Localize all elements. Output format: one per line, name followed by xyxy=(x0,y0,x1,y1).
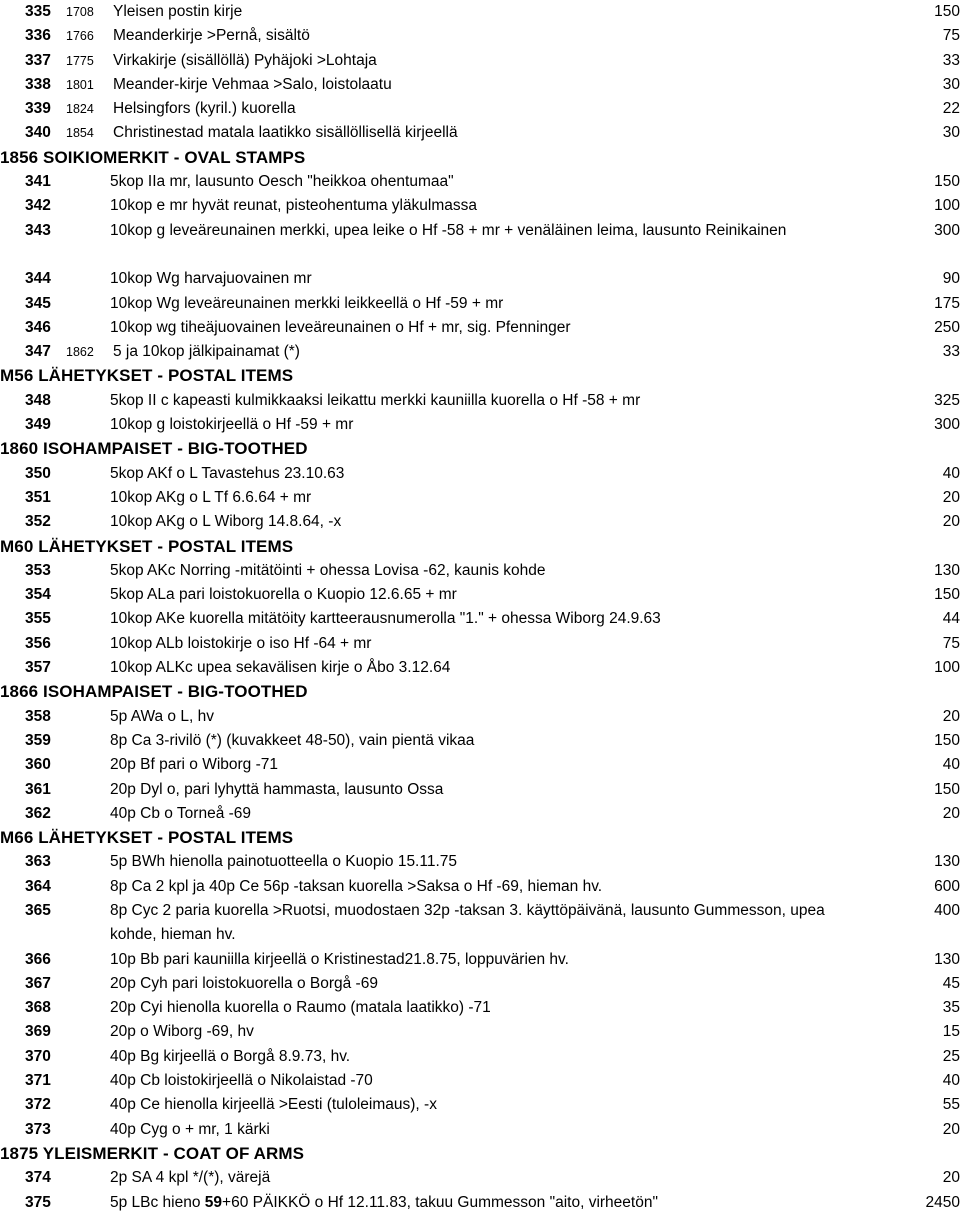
lot-price: 130 xyxy=(934,950,960,968)
lot-number: 346 xyxy=(25,318,51,336)
lot-price: 300 xyxy=(934,221,960,239)
lot-number: 340 xyxy=(25,124,51,142)
lot-number: 345 xyxy=(25,294,51,312)
lot-number: 336 xyxy=(25,27,51,45)
lot-description: 2p SA 4 kpl */(*), värejä xyxy=(110,1169,271,1187)
lot-number: 350 xyxy=(25,464,51,482)
lot-description: 5kop IIa mr, lausunto Oesch "heikkoa ohentumaa" xyxy=(110,173,454,191)
lot-row xyxy=(0,340,960,364)
lot-row xyxy=(0,510,960,534)
lot-description-part: +60 PÄIKKÖ o Hf 12.11.83, takuu Gummesson "aito, virheetön" xyxy=(222,1193,658,1211)
section-header: M56 LÄHETYKSET - POSTAL ITEMS xyxy=(0,366,294,386)
section-header: 1856 SOIKIOMERKIT - OVAL STAMPS xyxy=(0,147,306,167)
lot-number: 361 xyxy=(25,780,51,798)
lot-number: 357 xyxy=(25,659,51,677)
lot-row xyxy=(0,486,960,510)
lot-row xyxy=(0,1191,960,1215)
lot-row xyxy=(0,1166,960,1190)
lot-number: 341 xyxy=(25,173,51,191)
lot-description: 10kop e mr hyvät reunat, pisteohentuma yläkulmassa xyxy=(110,197,478,215)
lot-price: 250 xyxy=(934,318,960,336)
lot-row xyxy=(0,1069,960,1093)
lot-number: 355 xyxy=(25,610,51,628)
lot-number: 344 xyxy=(25,270,51,288)
lot-price: 20 xyxy=(942,513,960,531)
lot-number: 338 xyxy=(25,75,51,93)
lot-row xyxy=(0,656,960,680)
section-header: M66 LÄHETYKSET - POSTAL ITEMS xyxy=(0,828,294,848)
lot-description: 10kop g leveäreunainen merkki, upea leike o Hf -58 + mr + venäläinen leima, lausunto Reinikainen xyxy=(110,221,787,239)
lot-description: 10kop Wg leveäreunainen merkki leikkeellä o Hf -59 + mr xyxy=(110,294,504,312)
lot-row xyxy=(0,462,960,486)
lot-price: 20 xyxy=(942,707,960,725)
lot-row xyxy=(0,0,960,24)
lot-row xyxy=(0,292,960,316)
lot-price: 40 xyxy=(942,464,960,482)
lot-row xyxy=(0,1020,960,1044)
lot-row xyxy=(0,632,960,656)
lot-description: 20p Dyl o, pari lyhyttä hammasta, lausunto Ossa xyxy=(110,780,444,798)
lot-price: 100 xyxy=(934,659,960,677)
lot-year: 1824 xyxy=(66,102,94,117)
lot-description: 8p Ca 2 kpl ja 40p Ce 56p -taksan kuorella >Saksa o Hf -69, hieman hv. xyxy=(110,877,603,895)
lot-row xyxy=(0,389,960,413)
lot-description: 40p Ce hienolla kirjeellä >Eesti (tuloleimaus), -x xyxy=(110,1096,437,1114)
lot-description: 20p Cyh pari loistokuorella o Borgå -69 xyxy=(110,974,378,992)
lot-year: 1775 xyxy=(66,53,94,68)
lot-number: 363 xyxy=(25,853,51,871)
lot-row xyxy=(0,1045,960,1069)
lot-price: 44 xyxy=(942,610,960,628)
lot-number: 339 xyxy=(25,100,51,118)
section-header: M60 LÄHETYKSET - POSTAL ITEMS xyxy=(0,536,294,556)
lot-price: 40 xyxy=(942,1072,960,1090)
lot-description: 5kop AKc Norring -mitätöinti + ohessa Lovisa -62, kaunis kohde xyxy=(110,561,546,579)
lot-year: 1708 xyxy=(66,5,94,19)
lot-number: 375 xyxy=(25,1193,51,1211)
lot-description: 40p Bg kirjeellä o Borgå 8.9.73, hv. xyxy=(110,1047,351,1065)
lot-description: 5kop ALa pari loistokuorella o Kuopio 12.6.65 + mr xyxy=(110,586,457,604)
lot-description: 10kop AKg o L Wiborg 14.8.64, -x xyxy=(110,513,342,531)
lot-number: 348 xyxy=(25,391,51,409)
lot-description: 20p o Wiborg -69, hv xyxy=(110,1023,254,1041)
lot-number: 342 xyxy=(25,197,51,215)
lot-description: Virkakirje (sisällöllä) Pyhäjoki >Lohtaja xyxy=(113,51,377,69)
lot-description: 5 ja 10kop jälkipainamat (*) xyxy=(113,343,300,361)
lot-number: 343 xyxy=(25,221,51,239)
lot-row xyxy=(0,607,960,631)
lot-price: 150 xyxy=(934,3,960,20)
lot-price: 75 xyxy=(942,634,960,652)
lot-price: 20 xyxy=(942,804,960,822)
lot-number: 367 xyxy=(25,974,51,992)
lot-number: 335 xyxy=(25,3,51,20)
lot-price: 100 xyxy=(934,197,960,215)
lot-description: 5kop AKf o L Tavastehus 23.10.63 xyxy=(110,464,345,482)
lot-number: 356 xyxy=(25,634,51,652)
lot-description: Yleisen postin kirje xyxy=(113,3,243,20)
lot-row xyxy=(0,996,960,1020)
lot-description: 8p Ca 3-rivilö (*) (kuvakkeet 48-50), vain pientä vikaa xyxy=(110,731,475,749)
lot-description: 20p Cyi hienolla kuorella o Raumo (matala laatikko) -71 xyxy=(110,999,491,1017)
lot-number: 360 xyxy=(25,756,51,774)
lot-description: 40p Cyg o + mr, 1 kärki xyxy=(110,1120,270,1138)
lot-description: 10p Bb pari kauniilla kirjeellä o Kristinestad21.8.75, loppuvärien hv. xyxy=(110,950,569,968)
lot-number: 364 xyxy=(25,877,51,895)
lot-description: Christinestad matala laatikko sisällöllisellä kirjeellä xyxy=(113,124,458,142)
section-header: 1866 ISOHAMPAISET - BIG-TOOTHED xyxy=(0,682,308,702)
lot-number: 359 xyxy=(25,731,51,749)
lot-row xyxy=(0,875,960,899)
lot-number: 371 xyxy=(25,1072,51,1090)
lot-number: 374 xyxy=(25,1169,51,1187)
lot-price: 150 xyxy=(934,780,960,798)
lot-number: 366 xyxy=(25,950,51,968)
lot-row xyxy=(0,1118,960,1142)
lot-price: 20 xyxy=(942,488,960,506)
lot-description: 5p AWa o L, hv xyxy=(110,707,214,725)
lot-row xyxy=(0,1093,960,1117)
lot-number: 368 xyxy=(25,999,51,1017)
lot-row xyxy=(0,73,960,97)
lot-price: 55 xyxy=(942,1096,960,1114)
lot-number: 372 xyxy=(25,1096,51,1114)
lot-price: 45 xyxy=(942,974,960,992)
lot-row xyxy=(0,583,960,607)
lot-price: 90 xyxy=(942,270,960,288)
lot-row xyxy=(0,850,960,874)
lot-description-part: 5p LBc hieno xyxy=(110,1193,205,1211)
lot-description: 5p BWh hienolla painotuotteella o Kuopio 15.11.75 xyxy=(110,853,458,871)
lot-description: 40p Cb loistokirjeellä o Nikolaistad -70 xyxy=(110,1072,373,1090)
lot-number: 365 xyxy=(25,901,51,919)
section-header: 1875 YLEISMERKIT - COAT OF ARMS xyxy=(0,1143,305,1163)
lot-row xyxy=(0,49,960,73)
lot-description: Helsingfors (kyril.) kuorella xyxy=(113,100,296,118)
lot-price: 20 xyxy=(942,1169,960,1187)
lot-description: 5kop II c kapeasti kulmikkaaksi leikattu merkki kauniilla kuorella o Hf -58 + mr xyxy=(110,391,641,409)
lot-description: 10kop wg tiheäjuovainen leveäreunainen o Hf + mr, sig. Pfenninger xyxy=(110,318,571,336)
lot-description: 8p Cyc 2 paria kuorella >Ruotsi, muodostaen 32p -taksan 3. käyttöpäivänä, lausunto Gummesson, upea kohde, hieman hv. xyxy=(110,901,825,944)
lot-price: 22 xyxy=(942,100,960,118)
lot-description: 10kop AKg o L Tf 6.6.64 + mr xyxy=(110,488,312,506)
lot-row xyxy=(0,778,960,802)
lot-price: 20 xyxy=(942,1120,960,1138)
lot-year: 1801 xyxy=(66,77,94,92)
lot-description: 40p Cb o Torneå -69 xyxy=(110,804,252,822)
lot-year: 1862 xyxy=(66,345,94,360)
lot-number: 358 xyxy=(25,707,51,725)
lot-number: 369 xyxy=(25,1023,51,1041)
lot-row xyxy=(0,24,960,48)
lot-row xyxy=(0,170,960,194)
lot-description xyxy=(110,1191,870,1215)
lot-row xyxy=(0,121,960,145)
lot-description: 20p Bf pari o Wiborg -71 xyxy=(110,756,279,774)
lot-price: 2450 xyxy=(925,1193,960,1211)
lot-row xyxy=(0,899,960,948)
lot-price: 130 xyxy=(934,853,960,871)
lot-price: 150 xyxy=(934,586,960,604)
lot-row xyxy=(0,413,960,437)
lot-row xyxy=(0,753,960,777)
lot-row xyxy=(0,316,960,340)
lot-year: 1766 xyxy=(66,29,94,44)
lot-number: 362 xyxy=(25,804,51,822)
lot-price: 15 xyxy=(942,1023,960,1041)
lot-row xyxy=(0,194,960,218)
lot-number: 373 xyxy=(25,1120,51,1138)
lot-price: 400 xyxy=(934,901,960,919)
lot-number: 353 xyxy=(25,561,51,579)
section-header: 1860 ISOHAMPAISET - BIG-TOOTHED xyxy=(0,439,308,459)
lot-row xyxy=(0,729,960,753)
lot-year: 1854 xyxy=(66,126,94,141)
lot-price: 30 xyxy=(942,75,960,93)
lot-number: 352 xyxy=(25,513,51,531)
lot-price: 30 xyxy=(942,124,960,142)
lot-price: 25 xyxy=(942,1047,960,1065)
lot-row xyxy=(0,972,960,996)
lot-row xyxy=(0,948,960,972)
lot-description: 10kop ALKc upea sekavälisen kirje o Åbo 3.12.64 xyxy=(110,659,451,677)
lot-price: 40 xyxy=(942,756,960,774)
lot-number: 349 xyxy=(25,416,51,434)
lot-price: 75 xyxy=(942,27,960,45)
lot-row xyxy=(0,705,960,729)
lot-description: Meander-kirje Vehmaa >Salo, loistolaatu xyxy=(113,75,392,93)
lot-price: 300 xyxy=(934,416,960,434)
lot-price: 325 xyxy=(934,391,960,409)
lot-number: 354 xyxy=(25,586,51,604)
lot-description: 10kop ALb loistokirje o iso Hf -64 + mr xyxy=(110,634,372,652)
lot-price: 150 xyxy=(934,173,960,191)
lot-price: 130 xyxy=(934,561,960,579)
lot-row xyxy=(0,267,960,291)
lot-row xyxy=(0,97,960,121)
lot-description-part: 59 xyxy=(204,1193,223,1211)
lot-description: 10kop Wg harvajuovainen mr xyxy=(110,270,312,288)
lot-number: 347 xyxy=(25,343,51,361)
lot-description: 10kop AKe kuorella mitätöity kartteerausnumerolla "1." + ohessa Wiborg 24.9.63 xyxy=(110,610,661,628)
lot-price: 33 xyxy=(942,343,960,361)
lot-number: 337 xyxy=(25,51,51,69)
lot-description: Meanderkirje >Pernå, sisältö xyxy=(113,27,310,45)
lot-number: 370 xyxy=(25,1047,51,1065)
lot-price: 600 xyxy=(934,877,960,895)
lot-number: 351 xyxy=(25,488,51,506)
lot-row xyxy=(0,219,960,268)
lot-price: 33 xyxy=(942,51,960,69)
lot-price: 175 xyxy=(934,294,960,312)
lot-price: 150 xyxy=(934,731,960,749)
lot-description: 10kop g loistokirjeellä o Hf -59 + mr xyxy=(110,416,354,434)
lot-price: 35 xyxy=(942,999,960,1017)
lot-row xyxy=(0,559,960,583)
lot-row xyxy=(0,802,960,826)
